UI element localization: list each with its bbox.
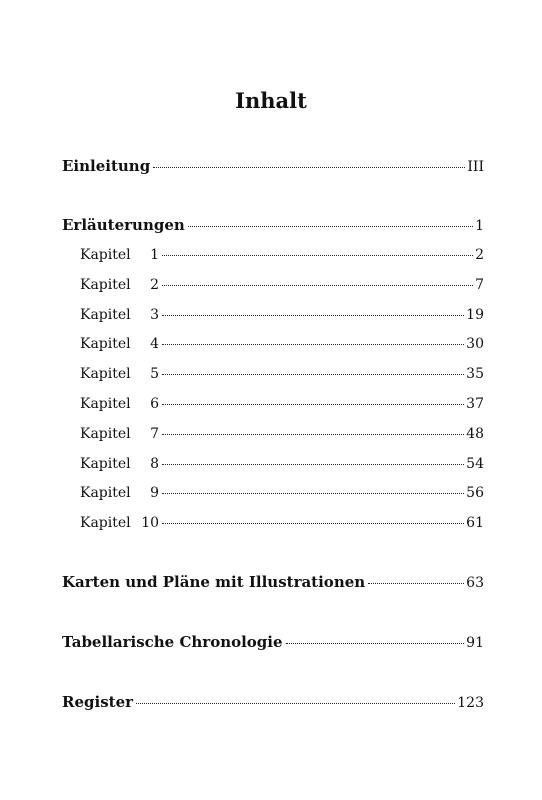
- chapter-label: [80, 275, 159, 295]
- chapter-number: 10: [141, 515, 160, 532]
- toc-entry-karten: [62, 572, 484, 593]
- chapter-number: 3: [150, 306, 160, 323]
- toc-entry-chapter: [80, 245, 484, 265]
- chapter-label: [80, 454, 159, 474]
- chapter-page: 54: [466, 455, 484, 472]
- dot-leader: [162, 434, 464, 435]
- toc-entry-erlaeuterungen: [62, 215, 484, 236]
- chapter-number: 6: [150, 396, 160, 412]
- chapter-number: 9: [150, 485, 160, 502]
- chapter-number: 4: [150, 336, 160, 353]
- entry-label: Karten und Pläne mit Illustrationen: [62, 573, 366, 591]
- chapter-label: [80, 424, 159, 444]
- chapter-page: 30: [466, 336, 484, 353]
- toc-entry-chapter: [80, 483, 484, 503]
- chapter-label: [80, 483, 159, 503]
- chapter-number: 5: [150, 366, 160, 383]
- chapter-label: [80, 513, 159, 533]
- entry-page: 63: [466, 575, 484, 591]
- chapter-page: 37: [466, 396, 484, 412]
- dot-leader: [162, 255, 473, 256]
- dot-leader: [162, 523, 464, 524]
- entry-page: III: [467, 159, 484, 175]
- chapter-word: Kapitel: [80, 336, 131, 353]
- toc-entry-chapter: [80, 454, 484, 474]
- toc-entry-chapter: [80, 513, 484, 533]
- toc-entry-chapter: [80, 334, 484, 354]
- toc-entry-chapter: [80, 305, 484, 325]
- dot-leader: [162, 285, 473, 286]
- entry-label: Tabellarische Chronologie: [62, 633, 283, 651]
- toc-entry-register: [62, 692, 484, 713]
- dot-leader: [188, 226, 473, 227]
- chapter-page: 2: [475, 247, 484, 263]
- entry-label: Register: [62, 693, 134, 711]
- chapter-word: Kapitel: [80, 455, 131, 472]
- chapter-word: Kapitel: [80, 515, 131, 532]
- toc-entry-einleitung: [62, 156, 484, 177]
- entry-page: 123: [457, 695, 484, 711]
- chapter-page: 48: [466, 425, 484, 442]
- chapter-word: Kapitel: [80, 425, 131, 442]
- dot-leader: [136, 703, 455, 704]
- chapter-number: 2: [150, 276, 160, 293]
- chapter-word: Kapitel: [80, 247, 131, 263]
- chapter-word: Kapitel: [80, 306, 131, 323]
- chapter-word: Kapitel: [80, 485, 131, 502]
- chapter-page: 19: [466, 306, 484, 323]
- dot-leader: [153, 167, 465, 168]
- chapter-label: [80, 245, 159, 265]
- toc-entry-chapter: [80, 275, 484, 295]
- dot-leader: [162, 344, 464, 345]
- chapter-word: Kapitel: [80, 366, 131, 383]
- chapter-page: 61: [466, 515, 484, 532]
- entry-label: Erläuterungen: [62, 216, 185, 234]
- entry-page: 91: [466, 635, 484, 651]
- dot-leader: [162, 464, 464, 465]
- toc-entry-chronologie: [62, 632, 484, 653]
- chapter-word: Kapitel: [80, 276, 131, 293]
- dot-leader: [286, 643, 465, 644]
- dot-leader: [162, 493, 464, 494]
- toc-entry-chapter: [80, 394, 484, 414]
- chapter-page: 7: [475, 276, 484, 293]
- chapter-page: 35: [466, 366, 484, 383]
- dot-leader: [162, 374, 464, 375]
- chapter-label: [80, 334, 159, 354]
- chapter-number: 8: [150, 455, 160, 472]
- chapter-word: Kapitel: [80, 396, 131, 412]
- chapter-label: [80, 394, 159, 414]
- chapter-label: [80, 305, 159, 325]
- entry-label: Einleitung: [62, 157, 151, 175]
- dot-leader: [368, 583, 464, 584]
- toc-entry-chapter: [80, 424, 484, 444]
- dot-leader: [162, 404, 464, 405]
- page-title: Inhalt: [235, 88, 307, 113]
- chapter-label: [80, 364, 159, 384]
- entry-page: 1: [475, 218, 484, 234]
- chapter-page: 56: [466, 485, 484, 502]
- toc-entry-chapter: [80, 364, 484, 384]
- chapter-number: 1: [150, 247, 160, 263]
- dot-leader: [162, 315, 464, 316]
- chapter-number: 7: [150, 425, 160, 442]
